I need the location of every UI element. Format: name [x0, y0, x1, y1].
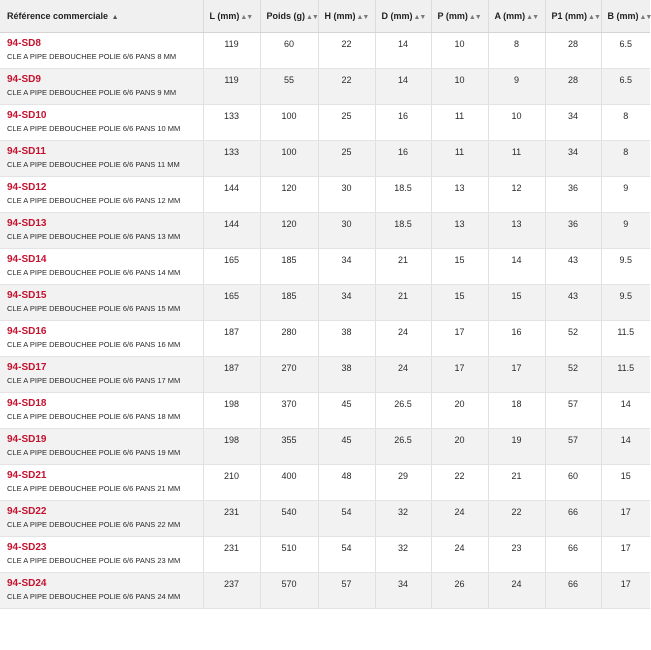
cell-d: 21: [375, 284, 431, 320]
cell-b: 9: [601, 176, 650, 212]
table-row: [0, 392, 650, 428]
product-description: CLE A PIPE DEBOUCHEE POLIE 6/6 PANS 16 MM: [7, 339, 181, 349]
cell-p: 13: [431, 176, 488, 212]
cell-h: 22: [318, 68, 375, 104]
cell-d: 14: [375, 68, 431, 104]
cell-p1: 66: [545, 536, 601, 572]
cell-p: 10: [431, 32, 488, 68]
cell-reference: [0, 176, 203, 212]
product-reference-link[interactable]: 94-SD10: [7, 109, 47, 121]
cell-p: 11: [431, 104, 488, 140]
cell-p1: 60: [545, 464, 601, 500]
product-description: CLE A PIPE DEBOUCHEE POLIE 6/6 PANS 23 MM: [7, 555, 181, 565]
cell-reference: [0, 356, 203, 392]
cell-a: 18: [488, 392, 545, 428]
column-header-b[interactable]: [601, 0, 650, 32]
column-header-label: H (mm): [324, 10, 356, 21]
cell-weight: 100: [260, 104, 318, 140]
product-reference-link[interactable]: 94-SD22: [7, 505, 47, 517]
cell-p1: 43: [545, 284, 601, 320]
cell-p: 22: [431, 464, 488, 500]
product-description: CLE A PIPE DEBOUCHEE POLIE 6/6 PANS 22 MM: [7, 519, 181, 529]
cell-a: 8: [488, 32, 545, 68]
cell-d: 16: [375, 104, 431, 140]
cell-length: 210: [203, 464, 260, 500]
column-header-label: P (mm): [437, 10, 468, 21]
product-description: CLE A PIPE DEBOUCHEE POLIE 6/6 PANS 15 MM: [7, 303, 181, 313]
sort-toggle-icon[interactable]: ▲▼: [526, 13, 539, 21]
cell-weight: 270: [260, 356, 318, 392]
cell-reference: [0, 248, 203, 284]
cell-b: 17: [601, 572, 650, 608]
table-row: [0, 356, 650, 392]
cell-weight: 370: [260, 392, 318, 428]
cell-d: 26.5: [375, 428, 431, 464]
cell-b: 17: [601, 536, 650, 572]
cell-h: 25: [318, 140, 375, 176]
cell-b: 6.5: [601, 32, 650, 68]
cell-p1: 52: [545, 356, 601, 392]
product-description: CLE A PIPE DEBOUCHEE POLIE 6/6 PANS 17 MM: [7, 375, 181, 385]
product-reference-link[interactable]: 94-SD19: [7, 433, 47, 445]
cell-b: 15: [601, 464, 650, 500]
cell-reference: [0, 536, 203, 572]
table-row: [0, 428, 650, 464]
column-header-label: B (mm): [607, 10, 639, 21]
cell-weight: 185: [260, 248, 318, 284]
cell-b: 11.5: [601, 320, 650, 356]
table-row: [0, 284, 650, 320]
sort-toggle-icon[interactable]: ▲▼: [306, 13, 318, 21]
cell-d: 34: [375, 572, 431, 608]
product-reference-link[interactable]: 94-SD8: [7, 37, 41, 49]
cell-p1: 57: [545, 392, 601, 428]
table-row: [0, 212, 650, 248]
cell-length: 231: [203, 536, 260, 572]
cell-reference: [0, 464, 203, 500]
cell-p: 26: [431, 572, 488, 608]
column-header-a[interactable]: [488, 0, 545, 32]
sort-toggle-icon[interactable]: ▲▼: [468, 13, 481, 21]
cell-p: 10: [431, 68, 488, 104]
cell-a: 11: [488, 140, 545, 176]
cell-length: 231: [203, 500, 260, 536]
product-reference-link[interactable]: 94-SD24: [7, 577, 47, 589]
sort-asc-icon[interactable]: ▲: [111, 13, 118, 21]
table-header: [0, 0, 650, 32]
cell-reference: [0, 104, 203, 140]
product-description: CLE A PIPE DEBOUCHEE POLIE 6/6 PANS 18 MM: [7, 411, 181, 421]
column-header-reference[interactable]: [0, 0, 203, 32]
table-row: [0, 572, 650, 608]
cell-p1: 36: [545, 212, 601, 248]
product-description: CLE A PIPE DEBOUCHEE POLIE 6/6 PANS 10 MM: [7, 123, 181, 133]
cell-weight: 60: [260, 32, 318, 68]
product-reference-link[interactable]: 94-SD15: [7, 289, 47, 301]
cell-weight: 100: [260, 140, 318, 176]
product-reference-link[interactable]: 94-SD9: [7, 73, 41, 85]
table-row: [0, 536, 650, 572]
cell-b: 11.5: [601, 356, 650, 392]
table-row: [0, 464, 650, 500]
cell-length: 198: [203, 428, 260, 464]
cell-d: 32: [375, 536, 431, 572]
column-header-h[interactable]: [318, 0, 375, 32]
product-description: CLE A PIPE DEBOUCHEE POLIE 6/6 PANS 19 MM: [7, 447, 181, 457]
column-header-label: A (mm): [494, 10, 526, 21]
cell-h: 54: [318, 500, 375, 536]
product-reference-link[interactable]: 94-SD23: [7, 541, 47, 553]
product-reference-link[interactable]: 94-SD14: [7, 253, 47, 265]
cell-a: 22: [488, 500, 545, 536]
column-header-weight[interactable]: [260, 0, 318, 32]
table-row: [0, 140, 650, 176]
cell-b: 9.5: [601, 248, 650, 284]
cell-length: 144: [203, 176, 260, 212]
cell-p1: 43: [545, 248, 601, 284]
cell-h: 30: [318, 212, 375, 248]
cell-d: 18.5: [375, 212, 431, 248]
cell-d: 29: [375, 464, 431, 500]
cell-a: 14: [488, 248, 545, 284]
cell-b: 14: [601, 392, 650, 428]
cell-h: 57: [318, 572, 375, 608]
cell-a: 12: [488, 176, 545, 212]
cell-h: 34: [318, 284, 375, 320]
cell-weight: 280: [260, 320, 318, 356]
cell-p: 24: [431, 500, 488, 536]
cell-h: 34: [318, 248, 375, 284]
cell-length: 119: [203, 32, 260, 68]
column-header-label: Référence commerciale: [7, 10, 109, 21]
cell-length: 237: [203, 572, 260, 608]
table-body: [0, 32, 650, 608]
product-description: CLE A PIPE DEBOUCHEE POLIE 6/6 PANS 14 MM: [7, 267, 181, 277]
cell-d: 18.5: [375, 176, 431, 212]
cell-a: 17: [488, 356, 545, 392]
cell-a: 9: [488, 68, 545, 104]
header-row: [0, 0, 650, 32]
cell-p1: 57: [545, 428, 601, 464]
cell-a: 21: [488, 464, 545, 500]
table-row: [0, 104, 650, 140]
cell-reference: [0, 284, 203, 320]
cell-reference: [0, 320, 203, 356]
cell-p1: 66: [545, 572, 601, 608]
cell-b: 17: [601, 500, 650, 536]
product-reference-link[interactable]: 94-SD21: [7, 469, 47, 481]
table-row: [0, 320, 650, 356]
cell-d: 21: [375, 248, 431, 284]
cell-length: 165: [203, 248, 260, 284]
cell-weight: 120: [260, 212, 318, 248]
product-reference-link[interactable]: 94-SD18: [7, 397, 47, 409]
cell-weight: 120: [260, 176, 318, 212]
cell-reference: [0, 140, 203, 176]
cell-h: 54: [318, 536, 375, 572]
cell-d: 24: [375, 320, 431, 356]
cell-a: 10: [488, 104, 545, 140]
cell-weight: 400: [260, 464, 318, 500]
product-description: CLE A PIPE DEBOUCHEE POLIE 6/6 PANS 9 MM: [7, 87, 177, 97]
cell-h: 45: [318, 428, 375, 464]
cell-b: 14: [601, 428, 650, 464]
table-row: [0, 32, 650, 68]
cell-length: 198: [203, 392, 260, 428]
cell-length: 187: [203, 320, 260, 356]
product-description: CLE A PIPE DEBOUCHEE POLIE 6/6 PANS 11 MM: [7, 159, 180, 169]
cell-b: 6.5: [601, 68, 650, 104]
cell-reference: [0, 212, 203, 248]
cell-h: 38: [318, 356, 375, 392]
column-header-label: D (mm): [381, 10, 413, 21]
cell-b: 9: [601, 212, 650, 248]
cell-a: 16: [488, 320, 545, 356]
cell-weight: 510: [260, 536, 318, 572]
cell-p: 15: [431, 248, 488, 284]
cell-reference: [0, 500, 203, 536]
cell-h: 48: [318, 464, 375, 500]
cell-p: 20: [431, 392, 488, 428]
sort-toggle-icon[interactable]: ▲▼: [413, 13, 426, 21]
column-header-length[interactable]: [203, 0, 260, 32]
cell-reference: [0, 68, 203, 104]
cell-p1: 28: [545, 68, 601, 104]
product-reference-link[interactable]: 94-SD11: [7, 145, 46, 157]
cell-reference: [0, 428, 203, 464]
cell-p1: 52: [545, 320, 601, 356]
product-reference-link[interactable]: 94-SD13: [7, 217, 47, 229]
cell-p: 15: [431, 284, 488, 320]
table-row: [0, 500, 650, 536]
column-header-label: P1 (mm): [551, 10, 588, 21]
product-description: CLE A PIPE DEBOUCHEE POLIE 6/6 PANS 21 MM: [7, 483, 181, 493]
cell-weight: 55: [260, 68, 318, 104]
sort-toggle-icon[interactable]: ▲▼: [240, 13, 253, 21]
cell-reference: [0, 572, 203, 608]
product-description: CLE A PIPE DEBOUCHEE POLIE 6/6 PANS 24 MM: [7, 591, 181, 601]
cell-a: 13: [488, 212, 545, 248]
cell-a: 23: [488, 536, 545, 572]
product-reference-link[interactable]: 94-SD17: [7, 361, 47, 373]
cell-d: 26.5: [375, 392, 431, 428]
cell-p: 17: [431, 356, 488, 392]
cell-p1: 34: [545, 104, 601, 140]
sort-toggle-icon[interactable]: ▲▼: [356, 13, 369, 21]
sort-toggle-icon[interactable]: ▲▼: [588, 13, 600, 21]
cell-length: 133: [203, 104, 260, 140]
cell-p: 20: [431, 428, 488, 464]
cell-weight: 355: [260, 428, 318, 464]
cell-reference: [0, 32, 203, 68]
product-description: CLE A PIPE DEBOUCHEE POLIE 6/6 PANS 13 MM: [7, 231, 181, 241]
column-header-p1[interactable]: [545, 0, 601, 32]
cell-p: 24: [431, 536, 488, 572]
cell-length: 133: [203, 140, 260, 176]
table-row: [0, 176, 650, 212]
cell-h: 25: [318, 104, 375, 140]
cell-h: 30: [318, 176, 375, 212]
cell-p: 17: [431, 320, 488, 356]
column-header-label: Poids (g): [266, 10, 305, 21]
cell-p: 11: [431, 140, 488, 176]
cell-a: 24: [488, 572, 545, 608]
cell-b: 8: [601, 104, 650, 140]
cell-p1: 36: [545, 176, 601, 212]
product-reference-link[interactable]: 94-SD16: [7, 325, 47, 337]
cell-length: 119: [203, 68, 260, 104]
cell-a: 15: [488, 284, 545, 320]
column-header-d[interactable]: [375, 0, 431, 32]
cell-weight: 540: [260, 500, 318, 536]
table-row: [0, 248, 650, 284]
cell-length: 187: [203, 356, 260, 392]
column-header-p[interactable]: [431, 0, 488, 32]
cell-d: 16: [375, 140, 431, 176]
cell-b: 9.5: [601, 284, 650, 320]
cell-length: 165: [203, 284, 260, 320]
cell-p1: 28: [545, 32, 601, 68]
cell-d: 24: [375, 356, 431, 392]
cell-p: 13: [431, 212, 488, 248]
table-row: [0, 68, 650, 104]
product-reference-link[interactable]: 94-SD12: [7, 181, 47, 193]
cell-p1: 34: [545, 140, 601, 176]
cell-p1: 66: [545, 500, 601, 536]
cell-length: 144: [203, 212, 260, 248]
cell-h: 45: [318, 392, 375, 428]
cell-weight: 570: [260, 572, 318, 608]
cell-h: 22: [318, 32, 375, 68]
cell-h: 38: [318, 320, 375, 356]
cell-d: 14: [375, 32, 431, 68]
sort-toggle-icon[interactable]: ▲▼: [639, 13, 651, 21]
cell-d: 32: [375, 500, 431, 536]
cell-reference: [0, 392, 203, 428]
cell-weight: 185: [260, 284, 318, 320]
product-description: CLE A PIPE DEBOUCHEE POLIE 6/6 PANS 8 MM: [7, 51, 177, 61]
product-description: CLE A PIPE DEBOUCHEE POLIE 6/6 PANS 12 MM: [7, 195, 181, 205]
cell-b: 8: [601, 140, 650, 176]
cell-a: 19: [488, 428, 545, 464]
column-header-label: L (mm): [209, 10, 240, 21]
